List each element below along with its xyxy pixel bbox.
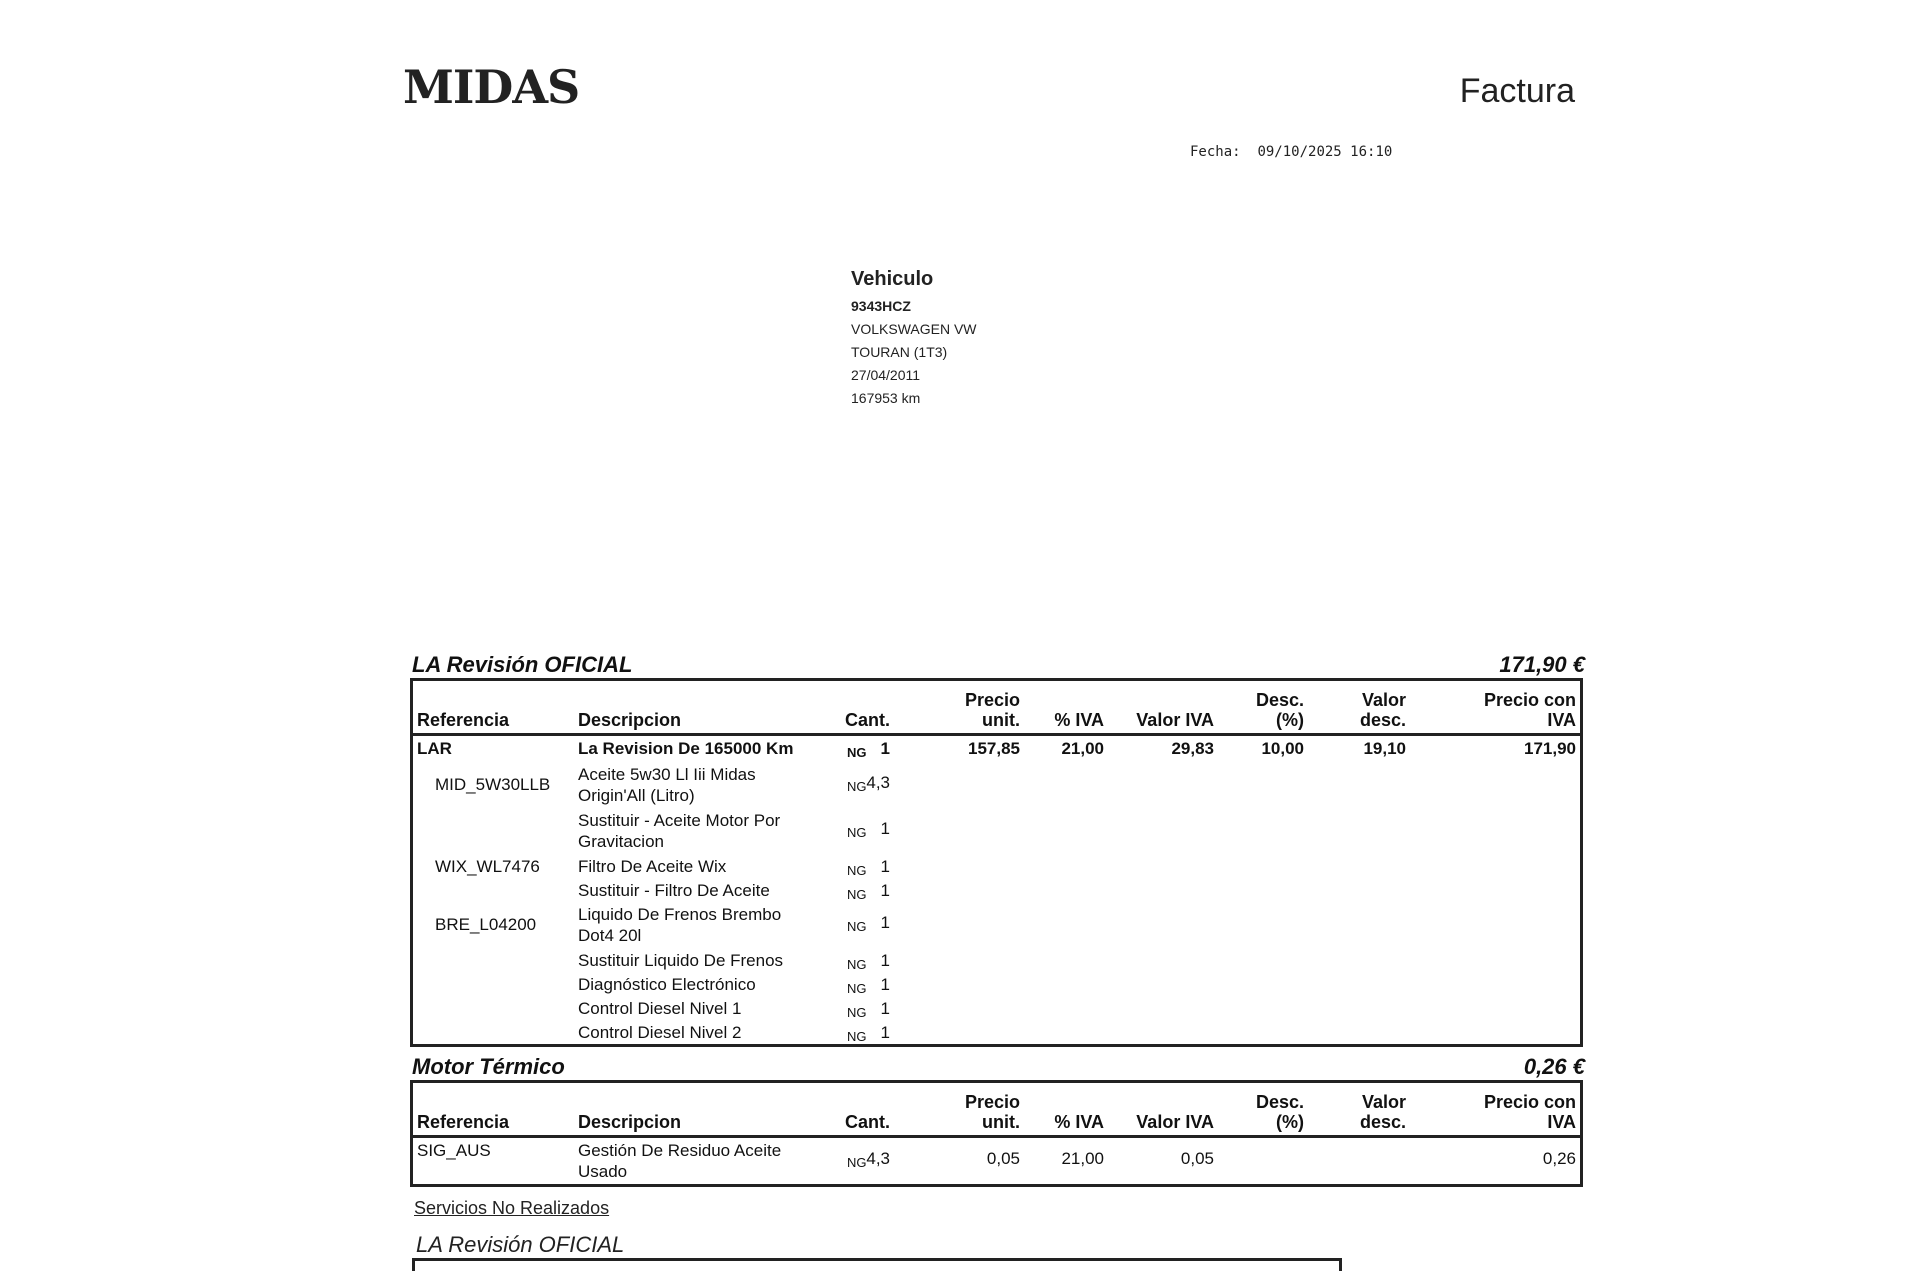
- section-table: [410, 678, 1583, 1047]
- cell-valor-desc: 19,10: [1363, 739, 1406, 758]
- cell-iva-pct: 21,00: [1061, 739, 1104, 758]
- description-line: Sustituir - Aceite Motor Por: [578, 811, 781, 830]
- column-header-precio-con-iva-line: IVA: [1547, 710, 1576, 730]
- description-line: Sustituir Liquido De Frenos: [578, 951, 784, 970]
- column-header-precio-unit: [965, 1092, 1020, 1132]
- cell-referencia: MID_5W30LLB: [435, 775, 551, 794]
- description-line: La Revision De 165000 Km: [578, 739, 794, 758]
- section-title: LA Revisión OFICIAL: [412, 652, 633, 677]
- table-row: [413, 878, 1580, 902]
- column-header-descripcion: Descripcion: [578, 710, 682, 730]
- cell-cant: 1: [880, 1023, 890, 1042]
- cell-cant: 1: [880, 999, 890, 1018]
- section-total: 171,90 €: [1499, 652, 1585, 677]
- date-label: Fecha:: [1190, 144, 1241, 160]
- cell-descripcion: [578, 974, 756, 995]
- cell-descripcion: [578, 950, 783, 971]
- column-header-desc-line: Desc.: [1255, 1092, 1304, 1112]
- cell-code: NG: [847, 887, 867, 902]
- cell-code: NG: [847, 957, 867, 972]
- section-header: [412, 648, 1585, 678]
- vehicle-heading: Vehiculo: [851, 268, 934, 290]
- cell-cant: 1: [880, 951, 890, 970]
- cell-valor-iva: 29,83: [1171, 739, 1214, 758]
- description-line: Diagnóstico Electrónico: [578, 975, 756, 994]
- table-row: [413, 1020, 1580, 1044]
- cell-precio-unit: 0,05: [986, 1149, 1020, 1168]
- table-header: [413, 1083, 1580, 1138]
- cell-iva-pct: 21,00: [1061, 1149, 1104, 1168]
- column-header-descripcion: Descripcion: [578, 1112, 682, 1132]
- cell-descripcion: [578, 764, 756, 806]
- description-line: Gravitacion: [578, 832, 664, 851]
- cell-code: NG: [847, 981, 867, 996]
- vehicle-model: TOURAN (1T3): [851, 344, 948, 360]
- section-title: Motor Térmico: [412, 1054, 565, 1079]
- column-header-iva: % IVA: [1054, 710, 1104, 730]
- cell-code: NG: [847, 745, 867, 760]
- cell-descripcion: [578, 1140, 781, 1182]
- column-header-desc: [1256, 690, 1304, 730]
- vehicle-block: [851, 268, 977, 410]
- column-header-precio-con-iva: [1484, 1092, 1576, 1132]
- cell-cant: 1: [880, 881, 890, 900]
- table-row: [413, 972, 1580, 996]
- cell-precio-iva: 171,90: [1524, 739, 1576, 758]
- cell-cant: 1: [880, 857, 890, 876]
- cell-code: NG: [847, 779, 867, 794]
- column-header-desc-line: (%): [1276, 710, 1304, 730]
- description-line: Aceite 5w30 Ll Iii Midas: [578, 765, 756, 784]
- cell-code: NG: [847, 1155, 867, 1170]
- table-row: [413, 996, 1580, 1020]
- column-header-valor-desc-line: desc.: [1359, 710, 1406, 730]
- column-header-referencia: Referencia: [417, 1112, 510, 1132]
- section-table: [410, 1080, 1583, 1187]
- table-row: [413, 948, 1580, 972]
- cell-referencia: LAR: [417, 739, 452, 758]
- column-header-cant: Cant.: [845, 710, 890, 730]
- column-header-cant: Cant.: [845, 1112, 890, 1132]
- column-header-valor-desc: [1360, 1092, 1406, 1132]
- description-line: Usado: [578, 1162, 628, 1181]
- cell-precio-unit: 157,85: [968, 739, 1020, 758]
- cell-referencia: SIG_AUS: [417, 1141, 491, 1160]
- column-header-precio-unit-line: unit.: [982, 1112, 1020, 1132]
- cell-code: NG: [847, 863, 867, 878]
- cell-cant: 4,3: [866, 773, 890, 792]
- vehicle-km: 167953 km: [851, 390, 921, 406]
- column-header-precio-unit: [965, 690, 1020, 730]
- vehicle-make: VOLKSWAGEN VW: [851, 321, 977, 337]
- cell-cant: 1: [880, 913, 890, 932]
- column-header-precio-con-iva-line: Precio con: [1483, 690, 1576, 710]
- description-line: Origin'All (Litro): [578, 786, 695, 805]
- cell-descripcion: [578, 1022, 741, 1043]
- column-header-precio-unit-line: Precio: [964, 1092, 1020, 1112]
- cell-referencia: WIX_WL7476: [435, 857, 540, 876]
- vehicle-plate: 9343HCZ: [851, 298, 911, 314]
- column-header-desc: [1256, 1092, 1304, 1132]
- cell-cant: 4,3: [866, 1149, 890, 1168]
- description-line: Dot4 20l: [578, 926, 642, 945]
- table-row: [413, 736, 1580, 762]
- column-header-valor-desc-line: Valor: [1361, 1092, 1406, 1112]
- document-title: Factura: [1459, 72, 1575, 110]
- cell-descripcion: [578, 810, 780, 852]
- column-header-precio-unit-line: Precio: [964, 690, 1020, 710]
- cell-code: NG: [847, 1029, 867, 1044]
- date-value: 09/10/2025 16:10: [1257, 144, 1393, 160]
- cell-cant: 1: [880, 975, 890, 994]
- column-header-valor-iva: Valor IVA: [1136, 1112, 1214, 1132]
- column-header-valor-iva: Valor IVA: [1136, 710, 1214, 730]
- cell-code: NG: [847, 919, 867, 934]
- cell-descripcion: [578, 998, 741, 1019]
- cell-code: NG: [847, 1005, 867, 1020]
- column-header-precio-con-iva: [1484, 690, 1576, 730]
- column-header-valor-desc-line: desc.: [1359, 1112, 1406, 1132]
- cell-desc-pct: 10,00: [1261, 739, 1304, 758]
- logo: MIDAS: [403, 60, 580, 114]
- vehicle-date: 27/04/2011: [851, 367, 921, 383]
- description-line: Sustituir - Filtro De Aceite: [578, 881, 770, 900]
- description-line: Filtro De Aceite Wix: [578, 857, 727, 876]
- cell-descripcion: [578, 880, 770, 901]
- table-row: [413, 762, 1580, 808]
- table-header: [413, 681, 1580, 736]
- column-header-desc-line: (%): [1276, 1112, 1304, 1132]
- column-header-precio-con-iva-line: Precio con: [1483, 1092, 1576, 1112]
- description-line: Liquido De Frenos Brembo: [578, 905, 782, 924]
- section-total: 0,26 €: [1523, 1054, 1585, 1079]
- column-header-precio-unit-line: unit.: [982, 710, 1020, 730]
- cell-cant: 1: [880, 739, 890, 758]
- cell-referencia: BRE_L04200: [435, 915, 537, 934]
- cell-precio-iva: 0,26: [1542, 1149, 1576, 1168]
- cell-descripcion: [578, 904, 781, 946]
- cell-cant: 1: [880, 819, 890, 838]
- description-line: Gestión De Residuo Aceite: [578, 1141, 782, 1160]
- cell-descripcion: [578, 738, 793, 759]
- table-row: [413, 854, 1580, 878]
- table-row: [413, 1138, 1580, 1184]
- column-header-valor-desc-line: Valor: [1361, 690, 1406, 710]
- description-line: Control Diesel Nivel 1: [578, 999, 742, 1018]
- table-row: [413, 808, 1580, 854]
- table-row: [413, 902, 1580, 948]
- cell-code: NG: [847, 825, 867, 840]
- column-header-precio-con-iva-line: IVA: [1547, 1112, 1576, 1132]
- invoice-date: [1190, 144, 1392, 160]
- section-header: [412, 1050, 1585, 1080]
- servicios-no-realizados-label: Servicios No Realizados: [414, 1198, 610, 1218]
- column-header-valor-desc: [1360, 690, 1406, 730]
- column-header-iva: % IVA: [1054, 1112, 1104, 1132]
- cell-valor-iva: 0,05: [1180, 1149, 1214, 1168]
- description-line: Control Diesel Nivel 2: [578, 1023, 742, 1042]
- cell-descripcion: [578, 856, 726, 877]
- column-header-desc-line: Desc.: [1255, 690, 1304, 710]
- column-header-referencia: Referencia: [417, 710, 510, 730]
- next-section-title: LA Revisión OFICIAL: [416, 1232, 625, 1257]
